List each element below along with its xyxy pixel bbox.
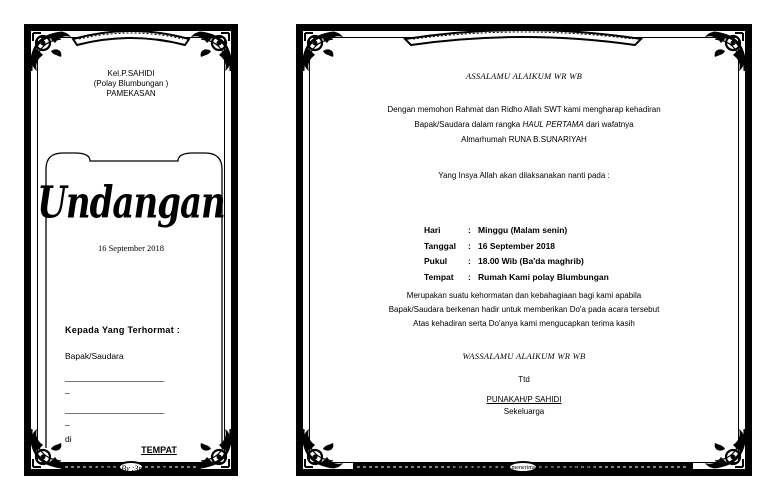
deceased-name: Almarhumah RUNA B.SUNARIYAH xyxy=(461,135,587,144)
recipient-blank-line: _ xyxy=(65,385,69,394)
corner-ornament-icon xyxy=(299,27,347,75)
schedule-intro: Yang Insya Allah akan dilaksanakan nanti pada : xyxy=(438,171,610,180)
intro-line-suffix: dari wafatnya xyxy=(583,120,634,129)
invitation-cover-card xyxy=(24,24,238,476)
signatory-sub: Sekeluarga xyxy=(503,407,545,416)
place-prefix: di xyxy=(65,434,72,444)
detail-key: Hari xyxy=(424,225,441,235)
detail-key: Tanggal xyxy=(424,240,456,251)
closing-line: Atas kehadiran serta Do'anya kami mengucapkan terima kasih xyxy=(413,319,635,328)
recipient-blank-line: _________________________ xyxy=(65,405,164,414)
detail-value: 16 September 2018 xyxy=(478,240,556,251)
closing-greeting: WASSALAMU ALAIKUM WR WB xyxy=(462,351,586,361)
right-edge-dots xyxy=(747,91,751,409)
recipient-label: Bapak/Saudara xyxy=(65,351,124,361)
detail-row xyxy=(424,270,609,286)
closing-line: Bapak/Saudara berkenan hadir untuk memberikan Do'a pada acara tersebut xyxy=(388,305,660,314)
detail-value: Rumah Kami polay Blumbungan xyxy=(478,271,609,282)
intro-line: Dengan memohon Rahmat dan Ridho Allah SWT kami mengharap kehadiran xyxy=(387,105,661,114)
detail-value: Minggu (Malam senin) xyxy=(478,225,568,235)
footer-note: NB : mohon maaf tidak menerima sumbangan kecuali do'a xyxy=(453,465,595,471)
intro-line-event xyxy=(303,118,745,132)
detail-colon: : xyxy=(468,271,471,282)
top-scroll-banner-icon xyxy=(403,25,643,47)
event-details xyxy=(424,223,609,285)
right-edge-dots xyxy=(233,91,237,409)
event-date: 16 September 2018 xyxy=(97,243,165,253)
ttd-label: Ttd xyxy=(518,375,530,384)
detail-row xyxy=(424,239,609,255)
detail-key: Pukul xyxy=(424,256,448,266)
top-scroll-banner-icon xyxy=(71,25,191,47)
intro-line-prefix: Bapak/Saudara dalam rangka xyxy=(414,120,523,129)
recipient-blank-line: _ xyxy=(65,417,69,426)
invitation-content-card xyxy=(296,24,752,476)
detail-value: 18.00 Wib (Ba'da maghrib) xyxy=(478,256,584,266)
detail-colon: : xyxy=(468,256,471,266)
opening-greeting: ASSALAMU ALAIKUM WR WB xyxy=(465,71,583,81)
family-name: Kel.P.SAHIDI xyxy=(107,69,155,78)
place-label: TEMPAT xyxy=(141,445,177,455)
recipient-blank-line: _________________________ xyxy=(65,373,164,382)
left-edge-dots xyxy=(297,91,301,409)
recipient-heading: Kepada Yang Terhormat : xyxy=(65,325,181,335)
detail-row xyxy=(424,223,609,239)
corner-ornament-icon xyxy=(701,27,749,75)
detail-colon: : xyxy=(468,225,471,235)
closing-line: Merupakan suatu kehormatan dan kebahagiaan bagi kami apabila xyxy=(406,291,642,300)
family-address-2: PAMEKASAN xyxy=(106,89,156,98)
left-edge-dots xyxy=(25,91,29,409)
detail-key: Tempat xyxy=(424,271,454,282)
created-by-credit: Created By :3rd3. Com xyxy=(93,464,169,473)
detail-row xyxy=(424,254,609,270)
family-address-1: (Polay Blumbungan ) xyxy=(93,79,169,88)
invitation-title: Undangan xyxy=(37,177,225,229)
signatory-name: PUNAKAH/P SAHIDI xyxy=(486,395,562,404)
detail-colon: : xyxy=(468,240,471,251)
event-name: HAUL PERTAMA xyxy=(522,120,584,129)
